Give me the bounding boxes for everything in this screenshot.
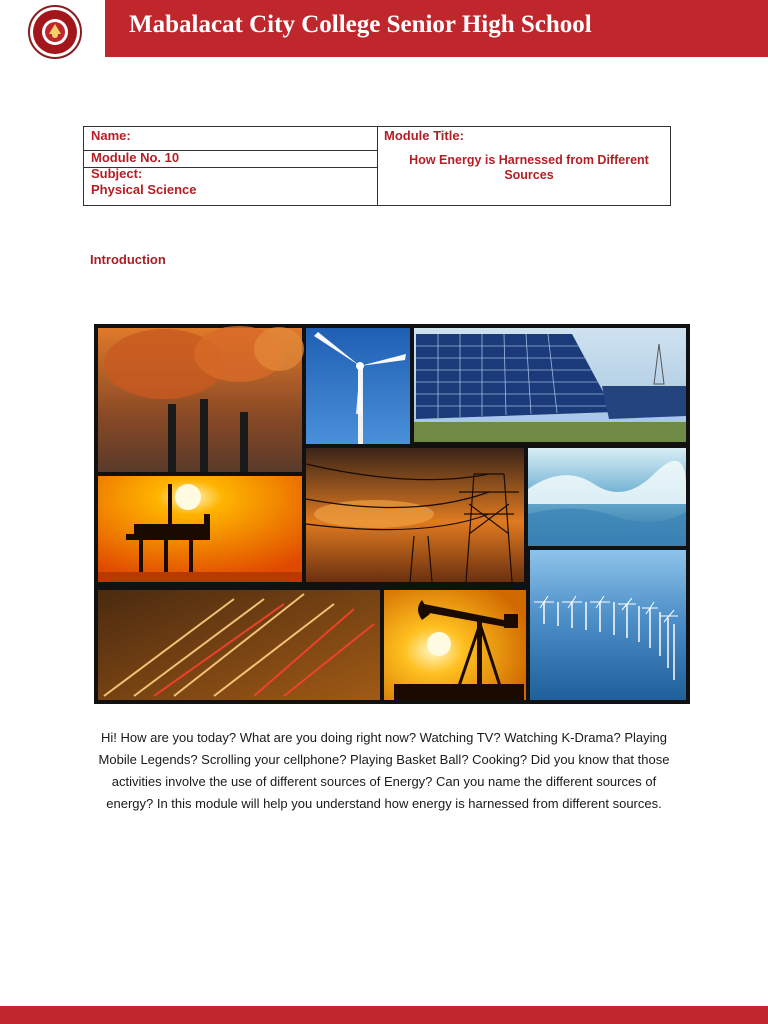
- oil-rig-sunset-photo: [98, 476, 302, 582]
- school-seal-icon: [23, 4, 88, 59]
- footer-bar: [0, 1006, 768, 1024]
- module-no-label: Module No. 10: [91, 150, 180, 165]
- section-heading: Introduction: [90, 252, 166, 267]
- oil-pump-jack-photo: [384, 590, 526, 700]
- offshore-wind-farm-photo: [530, 550, 686, 700]
- smokestacks-photo: [98, 326, 304, 472]
- highway-traffic-photo: [98, 590, 380, 700]
- header-bar: [105, 0, 768, 57]
- energy-sources-collage: [94, 324, 690, 704]
- name-label: Name:: [91, 128, 131, 143]
- power-lines-sunset-photo: [306, 448, 524, 582]
- name-row: [84, 127, 377, 151]
- ocean-waves-photo: [528, 448, 686, 546]
- module-info-table: [83, 126, 671, 206]
- wind-turbine-photo: [306, 328, 410, 444]
- module-title-label: Module Title:: [384, 128, 464, 143]
- solar-panels-photo: [414, 328, 686, 442]
- subject-label: Subject:: [91, 166, 143, 181]
- info-left-column: [84, 127, 378, 205]
- intro-paragraph: Hi! How are you today? What are you doing right now? Watching TV? Watching K-Drama? Playing Mobile Legends? Scrolling your cellphone? Playing Basket Ball? Cooking? Did you know that those activities involve the use of different sources of Energy? Can you name the different sources of energy? In this module will help you understand how energy is harnessed from different sources.: [98, 730, 670, 811]
- school-name: Mabalacat City College Senior High School: [129, 11, 592, 38]
- subject-value: Physical Science: [91, 182, 197, 197]
- module-title-value: How Energy is Harnessed from Different Sources: [409, 153, 649, 182]
